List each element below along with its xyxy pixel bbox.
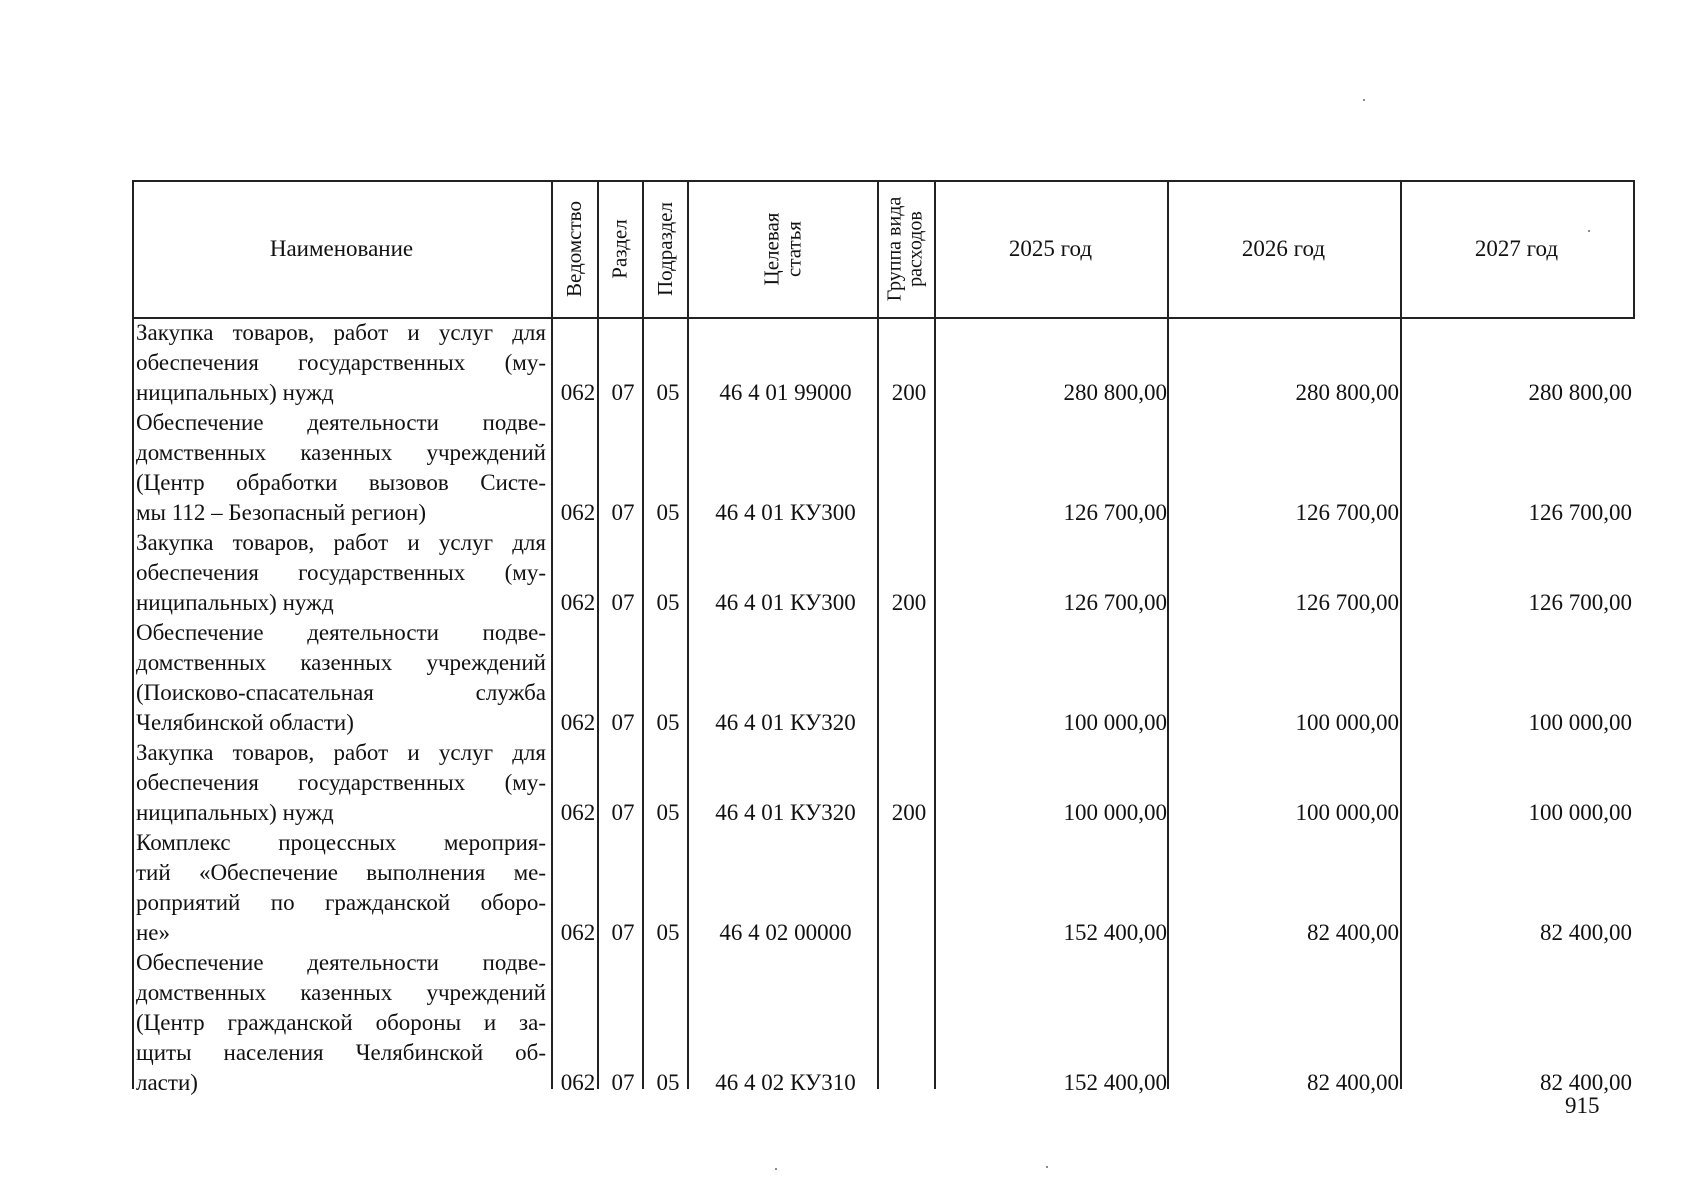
cell-2027: 82 400,00 (1540, 920, 1632, 945)
row-name-line: роприятий по гражданской оборо- (136, 890, 546, 915)
cell-2025: 126 700,00 (1063, 590, 1167, 615)
header-gruppa-vida (877, 180, 934, 318)
header-celevaya-statya (687, 180, 877, 318)
cell-celevaya-statya: 46 4 01 КУ320 (715, 710, 856, 735)
cell-vedomstvo: 062 (560, 710, 596, 735)
row-name-line: Закупка товаров, работ и услуг для (136, 530, 546, 555)
header-2027-label: 2027 год (1474, 236, 1559, 261)
row-name-line: (Центр гражданской обороны и за- (136, 1010, 546, 1035)
cell-2026: 82 400,00 (1307, 920, 1399, 945)
cell-2027: 126 700,00 (1528, 590, 1632, 615)
table-row (132, 828, 1635, 948)
cell-2026: 280 800,00 (1295, 380, 1399, 405)
table-row (132, 318, 1635, 408)
page-number: 915 (1565, 1093, 1600, 1118)
cell-razdel: 07 (611, 1070, 635, 1095)
cell-razdel: 07 (611, 590, 635, 615)
table-row (132, 618, 1635, 738)
cell-podrazdel: 05 (656, 920, 680, 945)
header-2025-label: 2025 год (1008, 236, 1093, 261)
cell-gruppa-vida: 200 (891, 590, 927, 615)
row-name-line: Челябинской области) (136, 710, 354, 735)
header-name-label: Наименование (269, 236, 414, 261)
row-name (136, 318, 546, 408)
header-podrazdel (642, 180, 687, 318)
row-name-line: ниципальных) нужд (136, 380, 334, 405)
row-name-line: ниципальных) нужд (136, 590, 334, 615)
cell-2026: 82 400,00 (1307, 1070, 1399, 1095)
row-name-line: Закупка товаров, работ и услуг для (136, 320, 546, 345)
cell-podrazdel: 05 (656, 800, 680, 825)
row-name (136, 828, 546, 948)
cell-podrazdel: 05 (656, 380, 680, 405)
row-name (136, 528, 546, 618)
row-name-line: домственных казенных учреждений (136, 440, 546, 465)
row-name-line: тий «Обеспечение выполнения ме- (136, 860, 546, 885)
header-2026 (1167, 180, 1400, 318)
scan-speck (1046, 1166, 1048, 1168)
row-name-line: домственных казенных учреждений (136, 650, 546, 675)
row-name-line: (Центр обработки вызовов Систе- (136, 470, 546, 495)
cell-2025: 100 000,00 (1063, 710, 1167, 735)
row-name-line: ласти) (136, 1070, 198, 1095)
cell-2025: 152 400,00 (1063, 920, 1167, 945)
cell-2025: 100 000,00 (1063, 800, 1167, 825)
header-2026-label: 2026 год (1241, 236, 1326, 261)
header-gruppa-line1: Группа вида (883, 196, 906, 302)
cell-gruppa-vida: 200 (891, 380, 927, 405)
header-celevaya-line2: статья (781, 221, 805, 277)
row-name-line: Закупка товаров, работ и услуг для (136, 740, 546, 765)
header-name (132, 180, 551, 318)
cell-2027: 100 000,00 (1528, 710, 1632, 735)
cell-razdel: 07 (611, 710, 635, 735)
cell-vedomstvo: 062 (560, 920, 596, 945)
header-2027 (1400, 180, 1633, 318)
cell-podrazdel: 05 (656, 1070, 680, 1095)
cell-2026: 126 700,00 (1295, 590, 1399, 615)
cell-2025: 280 800,00 (1063, 380, 1167, 405)
cell-2027: 100 000,00 (1528, 800, 1632, 825)
cell-podrazdel: 05 (656, 710, 680, 735)
cell-razdel: 07 (611, 500, 635, 525)
cell-razdel: 07 (611, 380, 635, 405)
row-name-line: Комплекс процессных мероприя- (136, 830, 546, 855)
cell-celevaya-statya: 46 4 02 00000 (719, 920, 852, 945)
cell-2027: 280 800,00 (1528, 380, 1632, 405)
cell-2025: 152 400,00 (1063, 1070, 1167, 1095)
cell-podrazdel: 05 (656, 500, 680, 525)
header-vedomstvo-label: Ведомство (562, 201, 586, 297)
row-name-line: не» (136, 920, 171, 945)
cell-vedomstvo: 062 (560, 800, 596, 825)
table-row (132, 408, 1635, 528)
cell-2026: 100 000,00 (1295, 800, 1399, 825)
cell-gruppa-vida: 200 (891, 800, 927, 825)
scan-speck (1588, 230, 1590, 232)
cell-celevaya-statya: 46 4 01 КУ300 (715, 500, 856, 525)
cell-vedomstvo: 062 (560, 590, 596, 615)
table-row (132, 528, 1635, 618)
header-gruppa-line2: расходов (904, 211, 927, 287)
cell-2026: 100 000,00 (1295, 710, 1399, 735)
header-podrazdel-label: Подраздел (652, 202, 677, 296)
cell-celevaya-statya: 46 4 01 99000 (719, 380, 852, 405)
row-name (136, 738, 546, 828)
table-row (132, 738, 1635, 828)
header-2025 (934, 180, 1167, 318)
cell-vedomstvo: 062 (560, 1070, 596, 1095)
cell-celevaya-statya: 46 4 01 КУ320 (715, 800, 856, 825)
header-vedomstvo (551, 180, 597, 318)
cell-razdel: 07 (611, 920, 635, 945)
budget-table (132, 180, 1635, 1095)
row-name-line: ниципальных) нужд (136, 800, 334, 825)
cell-celevaya-statya: 46 4 02 КУ310 (715, 1070, 856, 1095)
row-name-line: обеспечения государственных (му- (136, 350, 546, 375)
scan-speck (775, 1168, 777, 1170)
cell-vedomstvo: 062 (560, 380, 596, 405)
row-name (136, 618, 546, 738)
header-razdel-label: Раздел (607, 219, 632, 279)
row-name-line: Обеспечение деятельности подве- (136, 950, 546, 975)
cell-2025: 126 700,00 (1063, 500, 1167, 525)
cell-vedomstvo: 062 (560, 500, 596, 525)
cell-2027: 126 700,00 (1528, 500, 1632, 525)
cell-razdel: 07 (611, 800, 635, 825)
cell-celevaya-statya: 46 4 01 КУ300 (715, 590, 856, 615)
row-name (136, 408, 546, 528)
table-row (132, 948, 1635, 1098)
header-razdel (597, 180, 642, 318)
row-name (136, 948, 546, 1098)
row-name-line: обеспечения государственных (му- (136, 560, 546, 585)
header-celevaya-line1: Целевая (759, 212, 783, 286)
row-name-line: мы 112 – Безопасный регион) (136, 500, 427, 525)
row-name-line: (Поисково-спасательная служба (136, 680, 546, 705)
row-name-line: домственных казенных учреждений (136, 980, 546, 1005)
row-name-line: Обеспечение деятельности подве- (136, 620, 546, 645)
cell-podrazdel: 05 (656, 590, 680, 615)
cell-2026: 126 700,00 (1295, 500, 1399, 525)
row-name-line: Обеспечение деятельности подве- (136, 410, 546, 435)
row-name-line: обеспечения государственных (му- (136, 770, 546, 795)
cell-2027: 82 400,00 (1540, 1070, 1632, 1095)
row-name-line: щиты населения Челябинской об- (136, 1040, 546, 1065)
scan-speck (1363, 99, 1365, 101)
